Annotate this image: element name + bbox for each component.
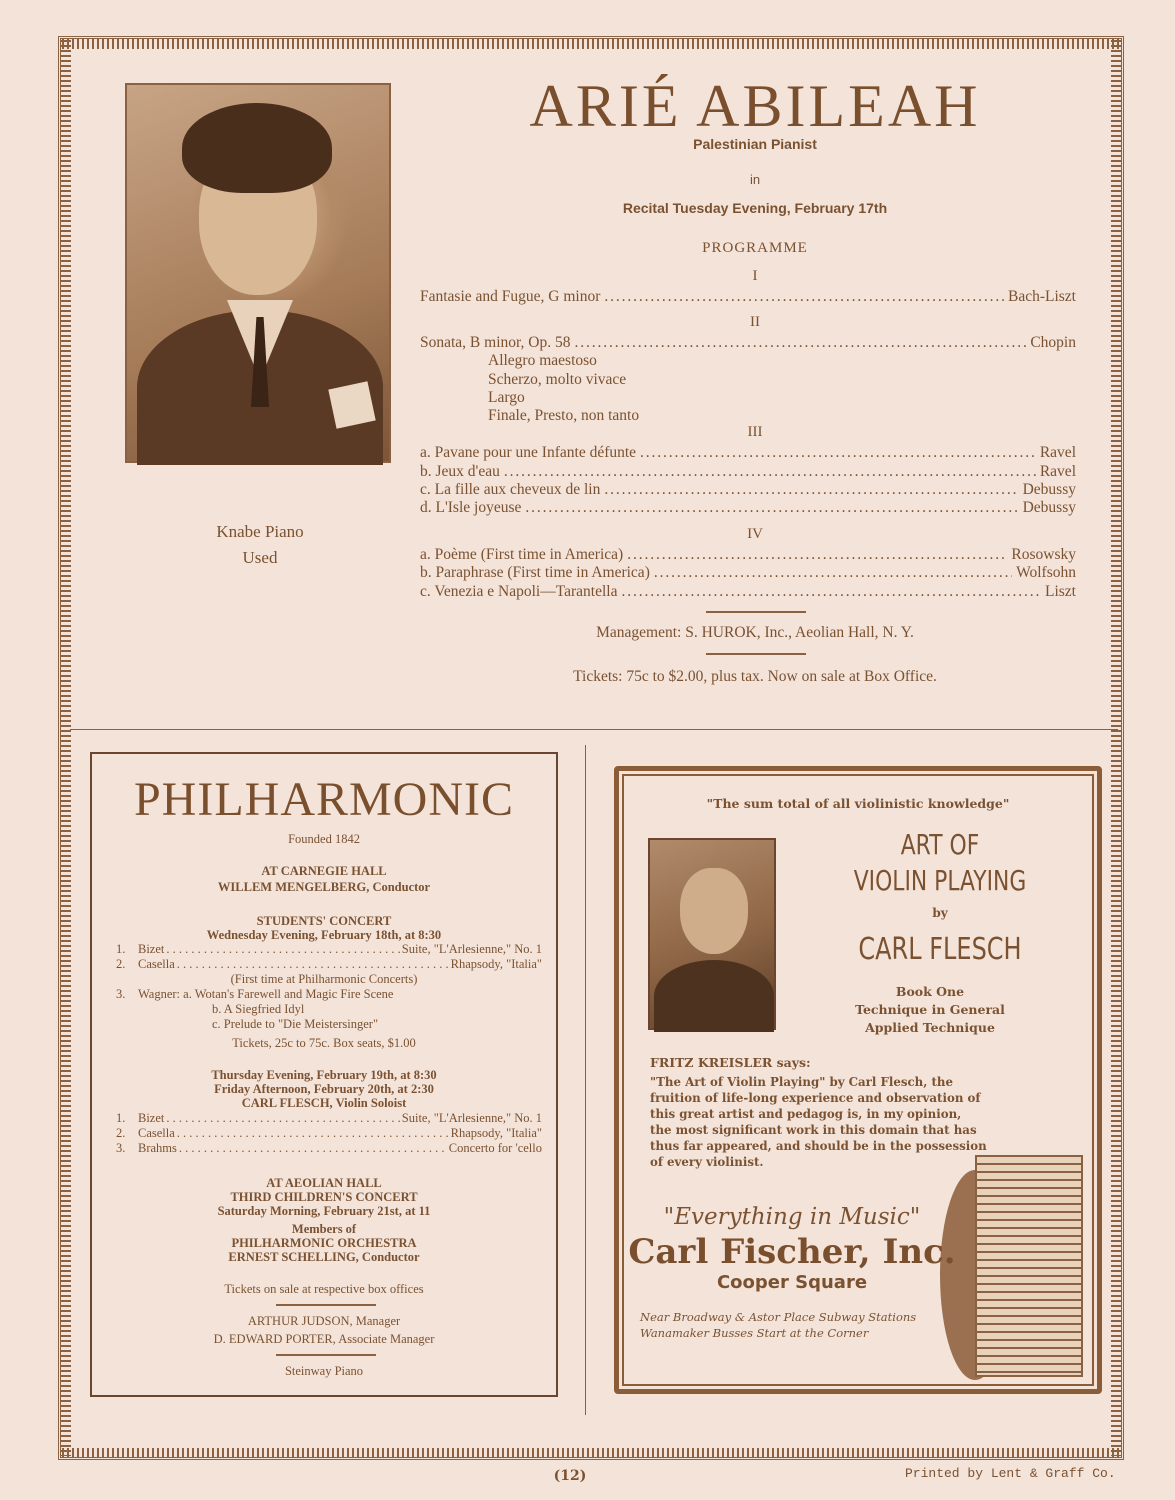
program-item: b. Paraphrase (First time in America) . . . Wolfsohn xyxy=(420,564,1076,582)
carl-fischer-building-illustration xyxy=(975,1155,1083,1377)
directions-1: Near Broadway & Astor Place Subway Stations xyxy=(640,1310,917,1324)
ad-tagline: "The sum total of all violinistic knowledge" xyxy=(706,796,1010,811)
wagner-a: Wagner: a. Wotan's Farewell and Magic Fire Scene xyxy=(138,987,394,1001)
recital-subtitle: Palestinian Pianist xyxy=(693,136,817,152)
movement: Largo xyxy=(488,389,525,406)
kreisler-says: FRITZ KREISLER says: xyxy=(650,1055,811,1070)
soloist: CARL FLESCH, Violin Soloist xyxy=(241,1096,407,1110)
company-name: Carl Fischer, Inc. xyxy=(628,1232,956,1272)
divider xyxy=(706,653,806,655)
recital-title: ARIÉ ABILEAH xyxy=(529,73,981,139)
students-date: Wednesday Evening, February 18th, at 8:30 xyxy=(206,928,442,942)
piano-note: Knabe Piano Used xyxy=(216,522,304,567)
page-number: (12) xyxy=(553,1468,587,1484)
philharmonic-ad xyxy=(90,752,558,1397)
orchestra: PHILHARMONIC ORCHESTRA xyxy=(231,1236,417,1250)
venue-carnegie: AT CARNEGIE HALL xyxy=(261,864,387,878)
wagner-b: b. A Siegfried Idyl xyxy=(212,1002,305,1016)
steinway-piano: Steinway Piano xyxy=(284,1364,364,1378)
divider xyxy=(276,1354,376,1356)
section-numeral: I xyxy=(752,268,758,284)
tickets-note: Tickets on sale at respective box offices xyxy=(224,1282,424,1296)
ad-title-2: VIOLIN PLAYING xyxy=(853,864,1027,897)
book-line: Book One xyxy=(895,984,965,999)
right-border-hatch xyxy=(1111,40,1121,1456)
first-time-note: (First time at Philharmonic Concerts) xyxy=(230,972,418,986)
company-address: Cooper Square xyxy=(716,1272,868,1293)
top-border-hatch xyxy=(62,39,1120,49)
students-tickets: Tickets, 25c to 75c. Box seats, $1.00 xyxy=(232,1036,416,1050)
program-item: Sonata, B minor, Op. 58 . . . Chopin xyxy=(420,334,1076,352)
philharmonic-title: PHILHARMONIC xyxy=(133,773,514,826)
venue-aeolian: AT AEOLIAN HALL xyxy=(266,1176,382,1190)
childrens-concert: THIRD CHILDREN'S CONCERT xyxy=(230,1190,418,1204)
founded: Founded 1842 xyxy=(288,832,360,846)
recital-in: in xyxy=(749,172,761,187)
movement: Finale, Presto, non tanto xyxy=(488,407,640,424)
ad-by: by xyxy=(932,906,948,920)
program-item: 2. Casella . . . Rhapsody, "Italia" xyxy=(116,1126,542,1141)
pianist-portrait xyxy=(125,83,391,463)
wagner-c: c. Prelude to "Die Meistersinger" xyxy=(212,1017,379,1031)
column-separator xyxy=(585,745,586,1415)
thursday-date: Thursday Evening, February 19th, at 8:30 xyxy=(211,1068,437,1082)
programme-heading: PROGRAMME xyxy=(702,240,808,256)
program-item: a. Poème (First time in America) . . . Rosowsky xyxy=(420,546,1076,564)
section-numeral: IV xyxy=(747,526,763,542)
ad-title-1: ART OF xyxy=(900,828,980,861)
section-numeral: III xyxy=(747,424,763,440)
program-item: c. Venezia e Napoli—Tarantella . . . Liszt xyxy=(420,583,1076,601)
management-line: Management: S. HUROK, Inc., Aeolian Hall, N. Y. xyxy=(596,624,914,641)
directions-2: Wanamaker Busses Start at the Corner xyxy=(640,1326,869,1340)
divider xyxy=(276,1304,376,1306)
author-portrait xyxy=(648,838,776,1030)
book-line: Technique in General xyxy=(855,1002,1005,1017)
associate-manager: D. EDWARD PORTER, Associate Manager xyxy=(213,1332,435,1346)
program-item: d. L'Isle joyeuse . . . Debussy xyxy=(420,499,1076,517)
program-item: 3. Brahms . . . Concerto for 'cello xyxy=(116,1141,542,1156)
printer-credit: Printed by Lent & Graff Co. xyxy=(905,1466,1116,1481)
program-item: 2. Casella . . . Rhapsody, "Italia" xyxy=(116,957,542,972)
manager: ARTHUR JUDSON, Manager xyxy=(247,1314,401,1328)
book-line: Applied Technique xyxy=(865,1020,995,1035)
conductor-schelling: ERNEST SCHELLING, Conductor xyxy=(228,1250,420,1264)
program-item: Fantasie and Fugue, G minor . . . Bach-Liszt xyxy=(420,288,1076,306)
tickets-line: Tickets: 75c to $2.00, plus tax. Now on sale at Box Office. xyxy=(573,668,937,685)
program-item: a. Pavane pour une Infante défunte . . . Ravel xyxy=(420,444,1076,462)
ad-slogan: "Everything in Music" xyxy=(663,1204,921,1230)
section-numeral: II xyxy=(750,314,760,330)
bottom-border-hatch xyxy=(62,1448,1120,1458)
movement: Allegro maestoso xyxy=(488,352,597,369)
section-separator xyxy=(70,729,1118,730)
recital-date: Recital Tuesday Evening, February 17th xyxy=(622,200,888,216)
ad-author: CARL FLESCH xyxy=(858,932,1022,967)
students-concert: STUDENTS' CONCERT xyxy=(256,914,392,928)
program-item: 1. Bizet . . . Suite, "L'Arlesienne," No. 1 xyxy=(116,942,542,957)
program-item: c. La fille aux cheveux de lin . . . Debussy xyxy=(420,481,1076,499)
divider xyxy=(706,611,806,613)
program-number: 3. xyxy=(116,987,126,1001)
program-item: b. Jeux d'eau . . . Ravel xyxy=(420,463,1076,481)
left-border-hatch xyxy=(61,40,71,1456)
conductor-mengelberg: WILLEM MENGELBERG, Conductor xyxy=(217,880,431,894)
program-item: 1. Bizet . . . Suite, "L'Arlesienne," No. 1 xyxy=(116,1111,542,1126)
kreisler-quote: "The Art of Violin Playing" by Carl Flesch, the fruition of life-long experience and observation of this great artist and pedagog is, in my opinion, the most significant work in this domain that has thus far appeared, and should be in the possession of every violinist. xyxy=(650,1075,987,1169)
movement: Scherzo, molto vivace xyxy=(488,371,627,388)
members-of: Members of xyxy=(291,1222,357,1236)
childrens-date: Saturday Morning, February 21st, at 11 xyxy=(217,1204,431,1218)
friday-date: Friday Afternoon, February 20th, at 2:30 xyxy=(214,1082,434,1096)
